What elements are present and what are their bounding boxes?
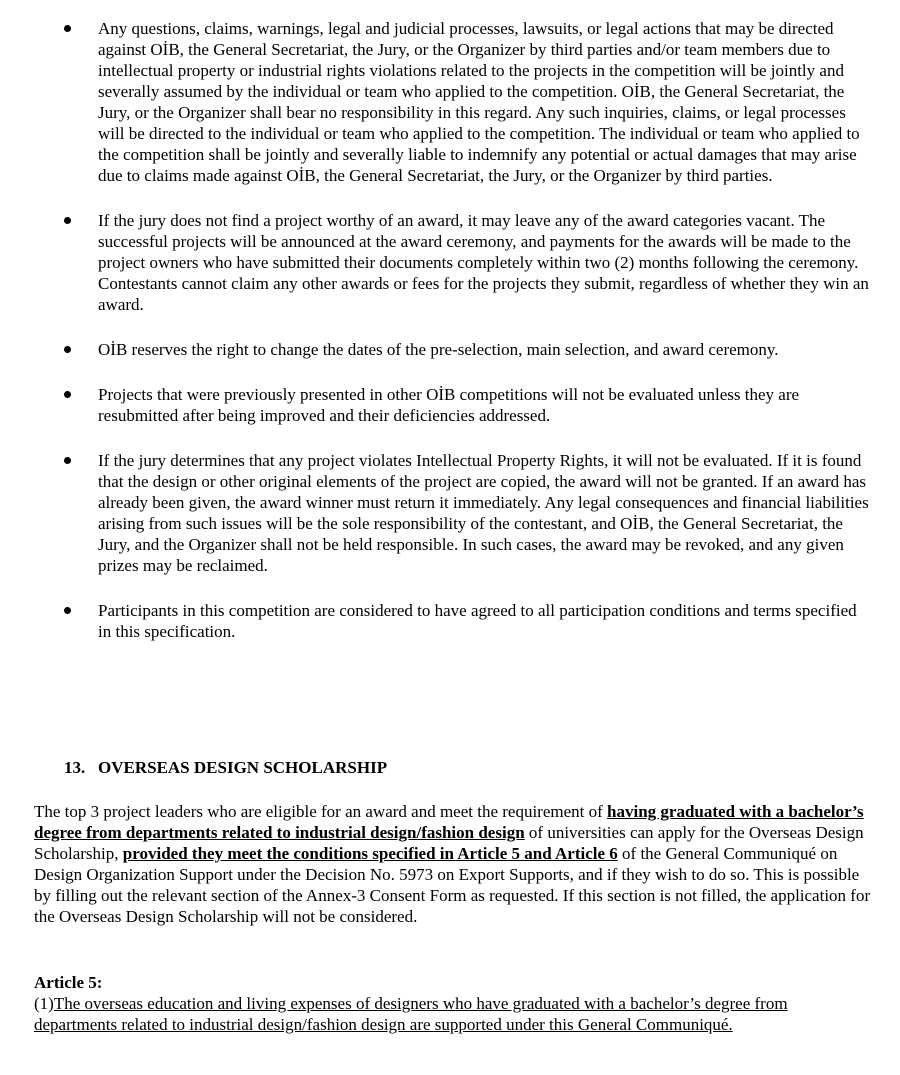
bullet-dot-icon — [64, 457, 71, 464]
article-clause — [34, 993, 874, 1035]
bullet-item — [0, 18, 900, 186]
section-number: 13. — [64, 758, 86, 777]
bullet-item — [0, 210, 900, 315]
bullet-item — [0, 339, 900, 360]
bullet-text: Projects that were previously presented in other OİB competitions will not be evaluated unless they are resubmitted after being improved and their deficiencies addressed. — [98, 385, 800, 425]
bullet-item — [0, 600, 900, 642]
bullet-text: Participants in this competition are considered to have agreed to all participation conditions and terms specified in this specification. — [98, 601, 857, 641]
section-title: OVERSEAS DESIGN SCHOLARSHIP — [98, 758, 388, 777]
paragraph-text: of the General Communiqué on Design Organization Support under the Decision No. 5973 on Export Supports, and if they wish to do so. This is possible by filling out the relevant section of the Annex-3 Consent Form as requested. If this section is not filled, the application for the Overseas Design Scholarship will not be considered. — [34, 844, 871, 926]
bullet-item — [0, 384, 900, 426]
bullet-text: If the jury does not find a project worthy of an award, it may leave any of the award categories vacant. The successful projects will be announced at the award ceremony, and payments for the awards will be made to the project owners who have submitted their documents completely within two (2) months following the ceremony. Contestants cannot claim any other awards or fees for the projects they submit, regardless of whether they win an award. — [98, 211, 869, 314]
bullet-text: If the jury determines that any project violates Intellectual Property Rights, it will not be evaluated. If it is found that the design or other original elements of the project are copied, the award will not be granted. If an award has already been given, the award winner must return it immediately. Any legal consequences and financial liabilities arising from such issues will be the sole responsibility of the contestant, and OİB, the General Secretariat, the Jury, and the Organizer shall not be held responsible. In such cases, the award may be revoked, and any given prizes may be reclaimed. — [98, 451, 869, 575]
bullet-list — [0, 18, 900, 642]
paragraph-text: of universities can apply for the Overseas Design Scholarship, — [34, 823, 864, 863]
clause-number: (1) — [34, 994, 54, 1013]
bullet-text: Any questions, claims, warnings, legal and judicial processes, lawsuits, or legal actions that may be directed against OİB, the General Secretariat, the Jury, or the Organizer by third parties and/or team members due to intellectual property or industrial rights violations related to the projects in the competition will be jointly and severally assumed by the individual or team who applied to the competition. OİB, the General Secretariat, the Jury, or the Organizer shall bear no responsibility in this regard. Any such inquiries, claims, or legal processes will be directed to the individual or team who applied to the competition. The individual or team who applied to the competition shall be jointly and severally liable to indemnify any potential or actual damages that may arise due to claims made against OİB, the General Secretariat, the Jury, or the Organizer by third parties. — [98, 19, 860, 185]
bullet-text: OİB reserves the right to change the dates of the pre-selection, main selection, and award ceremony. — [98, 340, 779, 359]
paragraph-emphasis: having graduated with a bachelor’s degree from departments related to industrial design/fashion design — [34, 802, 864, 842]
bullet-dot-icon — [64, 391, 71, 398]
bullet-dot-icon — [64, 346, 71, 353]
bullet-dot-icon — [64, 217, 71, 224]
bullet-dot-icon — [64, 607, 71, 614]
paragraph-emphasis: provided they meet the conditions specified in Article 5 and Article 6 — [122, 844, 618, 863]
clause-text: The overseas education and living expenses of designers who have graduated with a bachelor’s degree from departments related to industrial design/fashion design are supported under this General Communiqué. — [34, 994, 788, 1034]
bullet-item — [0, 450, 900, 576]
article-5-block — [34, 972, 874, 1035]
section-heading — [64, 757, 387, 778]
article-title: Article 5: — [34, 973, 103, 992]
scholarship-paragraph — [34, 801, 874, 927]
bullet-dot-icon — [64, 25, 71, 32]
paragraph-text: The top 3 project leaders who are eligible for an award and meet the requirement of — [34, 802, 608, 821]
